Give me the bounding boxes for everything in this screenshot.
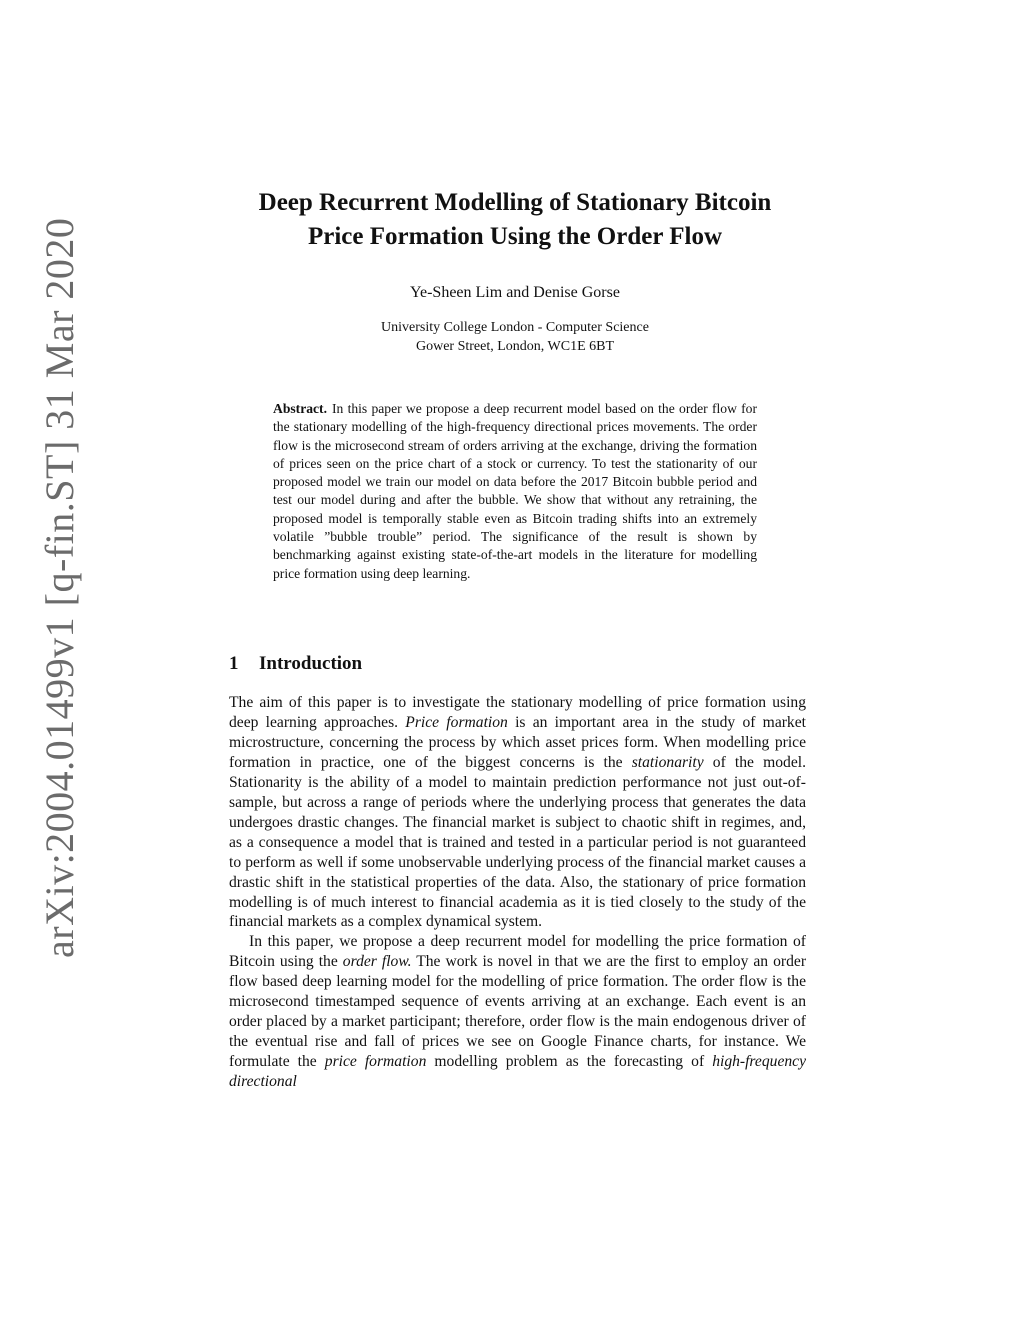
para2-emphasis-order-flow: order flow. bbox=[342, 953, 412, 971]
introduction-paragraph-1 bbox=[229, 693, 806, 932]
para2-text-b: The work is novel in that we are the first to employ an order flow based deep learning model for the modelling of price formation. The order flow is the microsecond timestamped sequence of events arriving at an exchange. Each event is an order placed by a market participant; therefore, order flow is the main endogenous driver of the eventual rise and fall of prices we see on Google Finance charts, for instance. We formulate the bbox=[229, 953, 807, 1071]
arxiv-identifier: arXiv:2004.01499v1 [q-fin.ST] 31 Mar 2020 bbox=[37, 217, 82, 958]
para1-emphasis-stationarity: stationarity bbox=[631, 753, 704, 771]
abstract-label: Abstract. bbox=[273, 401, 327, 416]
section-title: Introduction bbox=[259, 653, 363, 674]
affiliation-institution: University College London - Computer Science bbox=[381, 320, 649, 335]
author-list: Ye-Sheen Lim and Denise Gorse bbox=[410, 284, 620, 301]
para2-emphasis-price-formation: price formation bbox=[324, 1053, 427, 1071]
paper-title-line-2: Price Formation Using the Order Flow bbox=[307, 223, 723, 250]
affiliation-address: Gower Street, London, WC1E 6BT bbox=[415, 339, 615, 354]
introduction-paragraph-2 bbox=[229, 932, 806, 1092]
para1-text-a: The aim of this paper is to investigate the stationary modelling of price formation using deep learning approaches. bbox=[229, 694, 806, 731]
abstract bbox=[273, 400, 757, 583]
paper-title bbox=[200, 186, 830, 254]
paper-title-line-1: Deep Recurrent Modelling of Stationary Bitcoin bbox=[258, 189, 772, 216]
abstract-text: In this paper we propose a deep recurrent model based on the order flow for the stationary modelling of the high-frequency directional prices movements. The order flow is the microsecond stream of orders arriving at the exchange, driving the formation of prices seen on the price chart of a stock or currency. To test the stationarity of our proposed model we train our model on data before the 2017 Bitcoin bubble period and test our model during and after the bubble. We show that without any retraining, the proposed model is temporally stable even as Bitcoin trading shifts into an extremely volatile ”bubble trouble” period. The significance of the result is shown by benchmarking against existing state-of-the-art models in the literature for modelling price formation using deep learning. bbox=[273, 401, 757, 581]
affiliation bbox=[200, 318, 830, 356]
para1-text-b: is an important area in the study of market microstructure, concerning the process by which asset prices form. When modelling price formation in practice, one of the biggest concerns is the bbox=[229, 713, 806, 771]
para1-emphasis-price-formation: Price formation bbox=[405, 713, 508, 731]
section-heading-introduction bbox=[229, 652, 362, 676]
para2-text-c: modelling problem as the forecasting of bbox=[426, 1053, 713, 1071]
para1-text-c: of the model. Stationarity is the ability of a model to maintain prediction performance not just out-of-sample, but across a range of periods where the underlying process that generates the data undergoes drastic changes. The financial market is subject to chaotic shift in regimes, and, as a consequence a model that is trained and tested in a particular period is not guaranteed to perform as well if some unobservable underlying process of the financial market causes a drastic shift in the statistical properties of the data. Also, the stationary of price formation modelling is of much interest to financial academia as it is tied closely to the study of the financial markets as a complex dynamical system. bbox=[229, 753, 806, 931]
introduction-body bbox=[229, 693, 806, 1092]
para2-text-a: In this paper, we propose a deep recurrent model for modelling the price formation of Bitcoin using the bbox=[229, 933, 806, 971]
section-number: 1 bbox=[229, 653, 239, 674]
para2-emphasis-high-frequency: high-frequency directional bbox=[229, 1053, 807, 1091]
